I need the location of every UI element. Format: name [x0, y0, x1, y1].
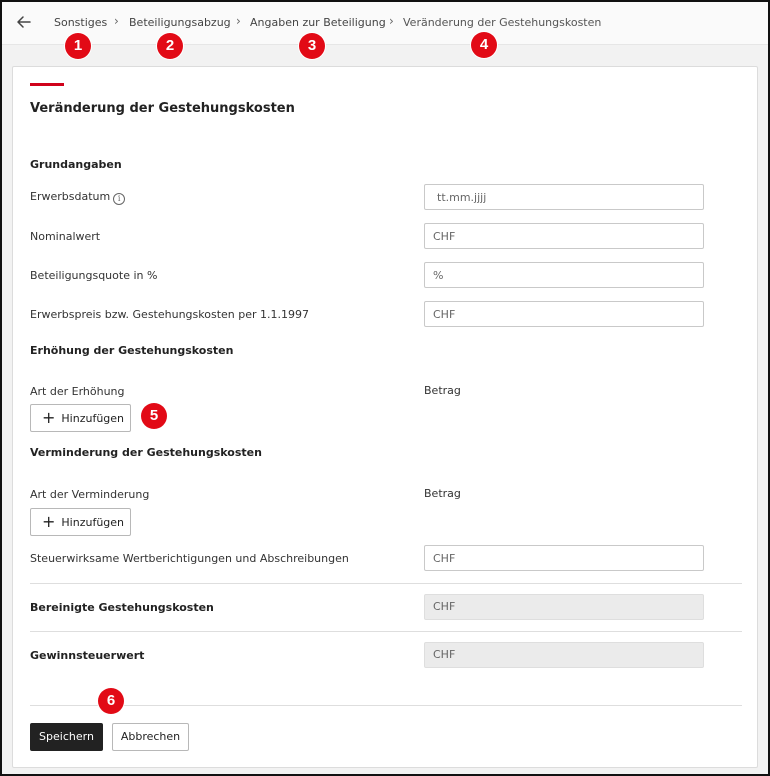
section-heading-erhoehung: Erhöhung der Gestehungskosten: [30, 344, 234, 357]
betrag-header: Betrag: [424, 384, 461, 397]
add-erhoehung-button[interactable]: [30, 404, 131, 432]
art-der-verminderung-label: Art der Verminderung: [30, 488, 150, 501]
chevron-right-icon: ›: [114, 14, 119, 28]
section-heading-grundangaben: Grundangaben: [30, 158, 122, 171]
breadcrumb-item-current: Veränderung der Gestehungskosten: [403, 16, 602, 29]
breadcrumb: [2, 2, 768, 45]
save-button[interactable]: Speichern: [30, 723, 103, 751]
erwerbsdatum-label-text: Erwerbsdatum: [30, 190, 111, 203]
bereinigte-gestehungskosten-field: CHF: [424, 594, 704, 620]
gewinnsteuerwert-label: Gewinnsteuerwert: [30, 649, 145, 662]
footer-divider: [30, 705, 742, 706]
info-icon[interactable]: i: [113, 193, 125, 205]
plus-icon: +: [42, 408, 56, 427]
step-marker-4: 4: [471, 32, 497, 58]
art-der-erhoehung-label: Art der Erhöhung: [30, 385, 125, 398]
step-marker-1: 1: [65, 33, 91, 59]
add-verminderung-button[interactable]: [30, 508, 131, 536]
nominalwert-field[interactable]: [424, 223, 704, 249]
section-heading-verminderung: Verminderung der Gestehungskosten: [30, 446, 262, 459]
beteiligungsquote-label: Beteiligungsquote in %: [30, 269, 158, 282]
erwerbsdatum-label: [30, 190, 125, 205]
add-erhoehung-label: Hinzufügen: [61, 411, 125, 425]
breadcrumb-item-angaben-zur-beteiligung[interactable]: Angaben zur Beteiligung: [250, 16, 386, 29]
divider: [30, 583, 742, 584]
title-accent-bar: [30, 83, 64, 86]
nominalwert-label: Nominalwert: [30, 230, 101, 243]
steuerwirksame-label: Steuerwirksame Wertberichtigungen und Abschreibungen: [30, 552, 349, 565]
add-verminderung-label: Hinzufügen: [61, 515, 125, 529]
page-title: Veränderung der Gestehungskosten: [30, 101, 295, 116]
gewinnsteuerwert-field: CHF: [424, 642, 704, 668]
betrag-header: Betrag: [424, 487, 461, 500]
form-card: [12, 66, 758, 768]
bereinigte-gestehungskosten-label: Bereinigte Gestehungskosten: [30, 601, 214, 614]
arrow-left-icon[interactable]: [14, 12, 34, 32]
chevron-right-icon: ›: [389, 14, 394, 28]
divider: [30, 631, 742, 632]
breadcrumb-item-beteiligungsabzug[interactable]: Beteiligungsabzug: [129, 16, 231, 29]
step-marker-3: 3: [299, 33, 325, 59]
erwerbspreis-field[interactable]: [424, 301, 704, 327]
cancel-button[interactable]: Abbrechen: [112, 723, 189, 751]
step-marker-6: 6: [98, 688, 124, 714]
steuerwirksame-field[interactable]: [424, 545, 704, 571]
beteiligungsquote-field[interactable]: [424, 262, 704, 288]
erwerbsdatum-field[interactable]: [424, 184, 704, 210]
step-marker-5: 5: [141, 403, 167, 429]
chevron-right-icon: ›: [236, 14, 241, 28]
step-marker-2: 2: [157, 33, 183, 59]
plus-icon: +: [42, 512, 56, 531]
breadcrumb-item-sonstiges[interactable]: Sonstiges: [54, 16, 108, 29]
erwerbspreis-label: Erwerbspreis bzw. Gestehungskosten per 1.1.1997: [30, 308, 309, 321]
